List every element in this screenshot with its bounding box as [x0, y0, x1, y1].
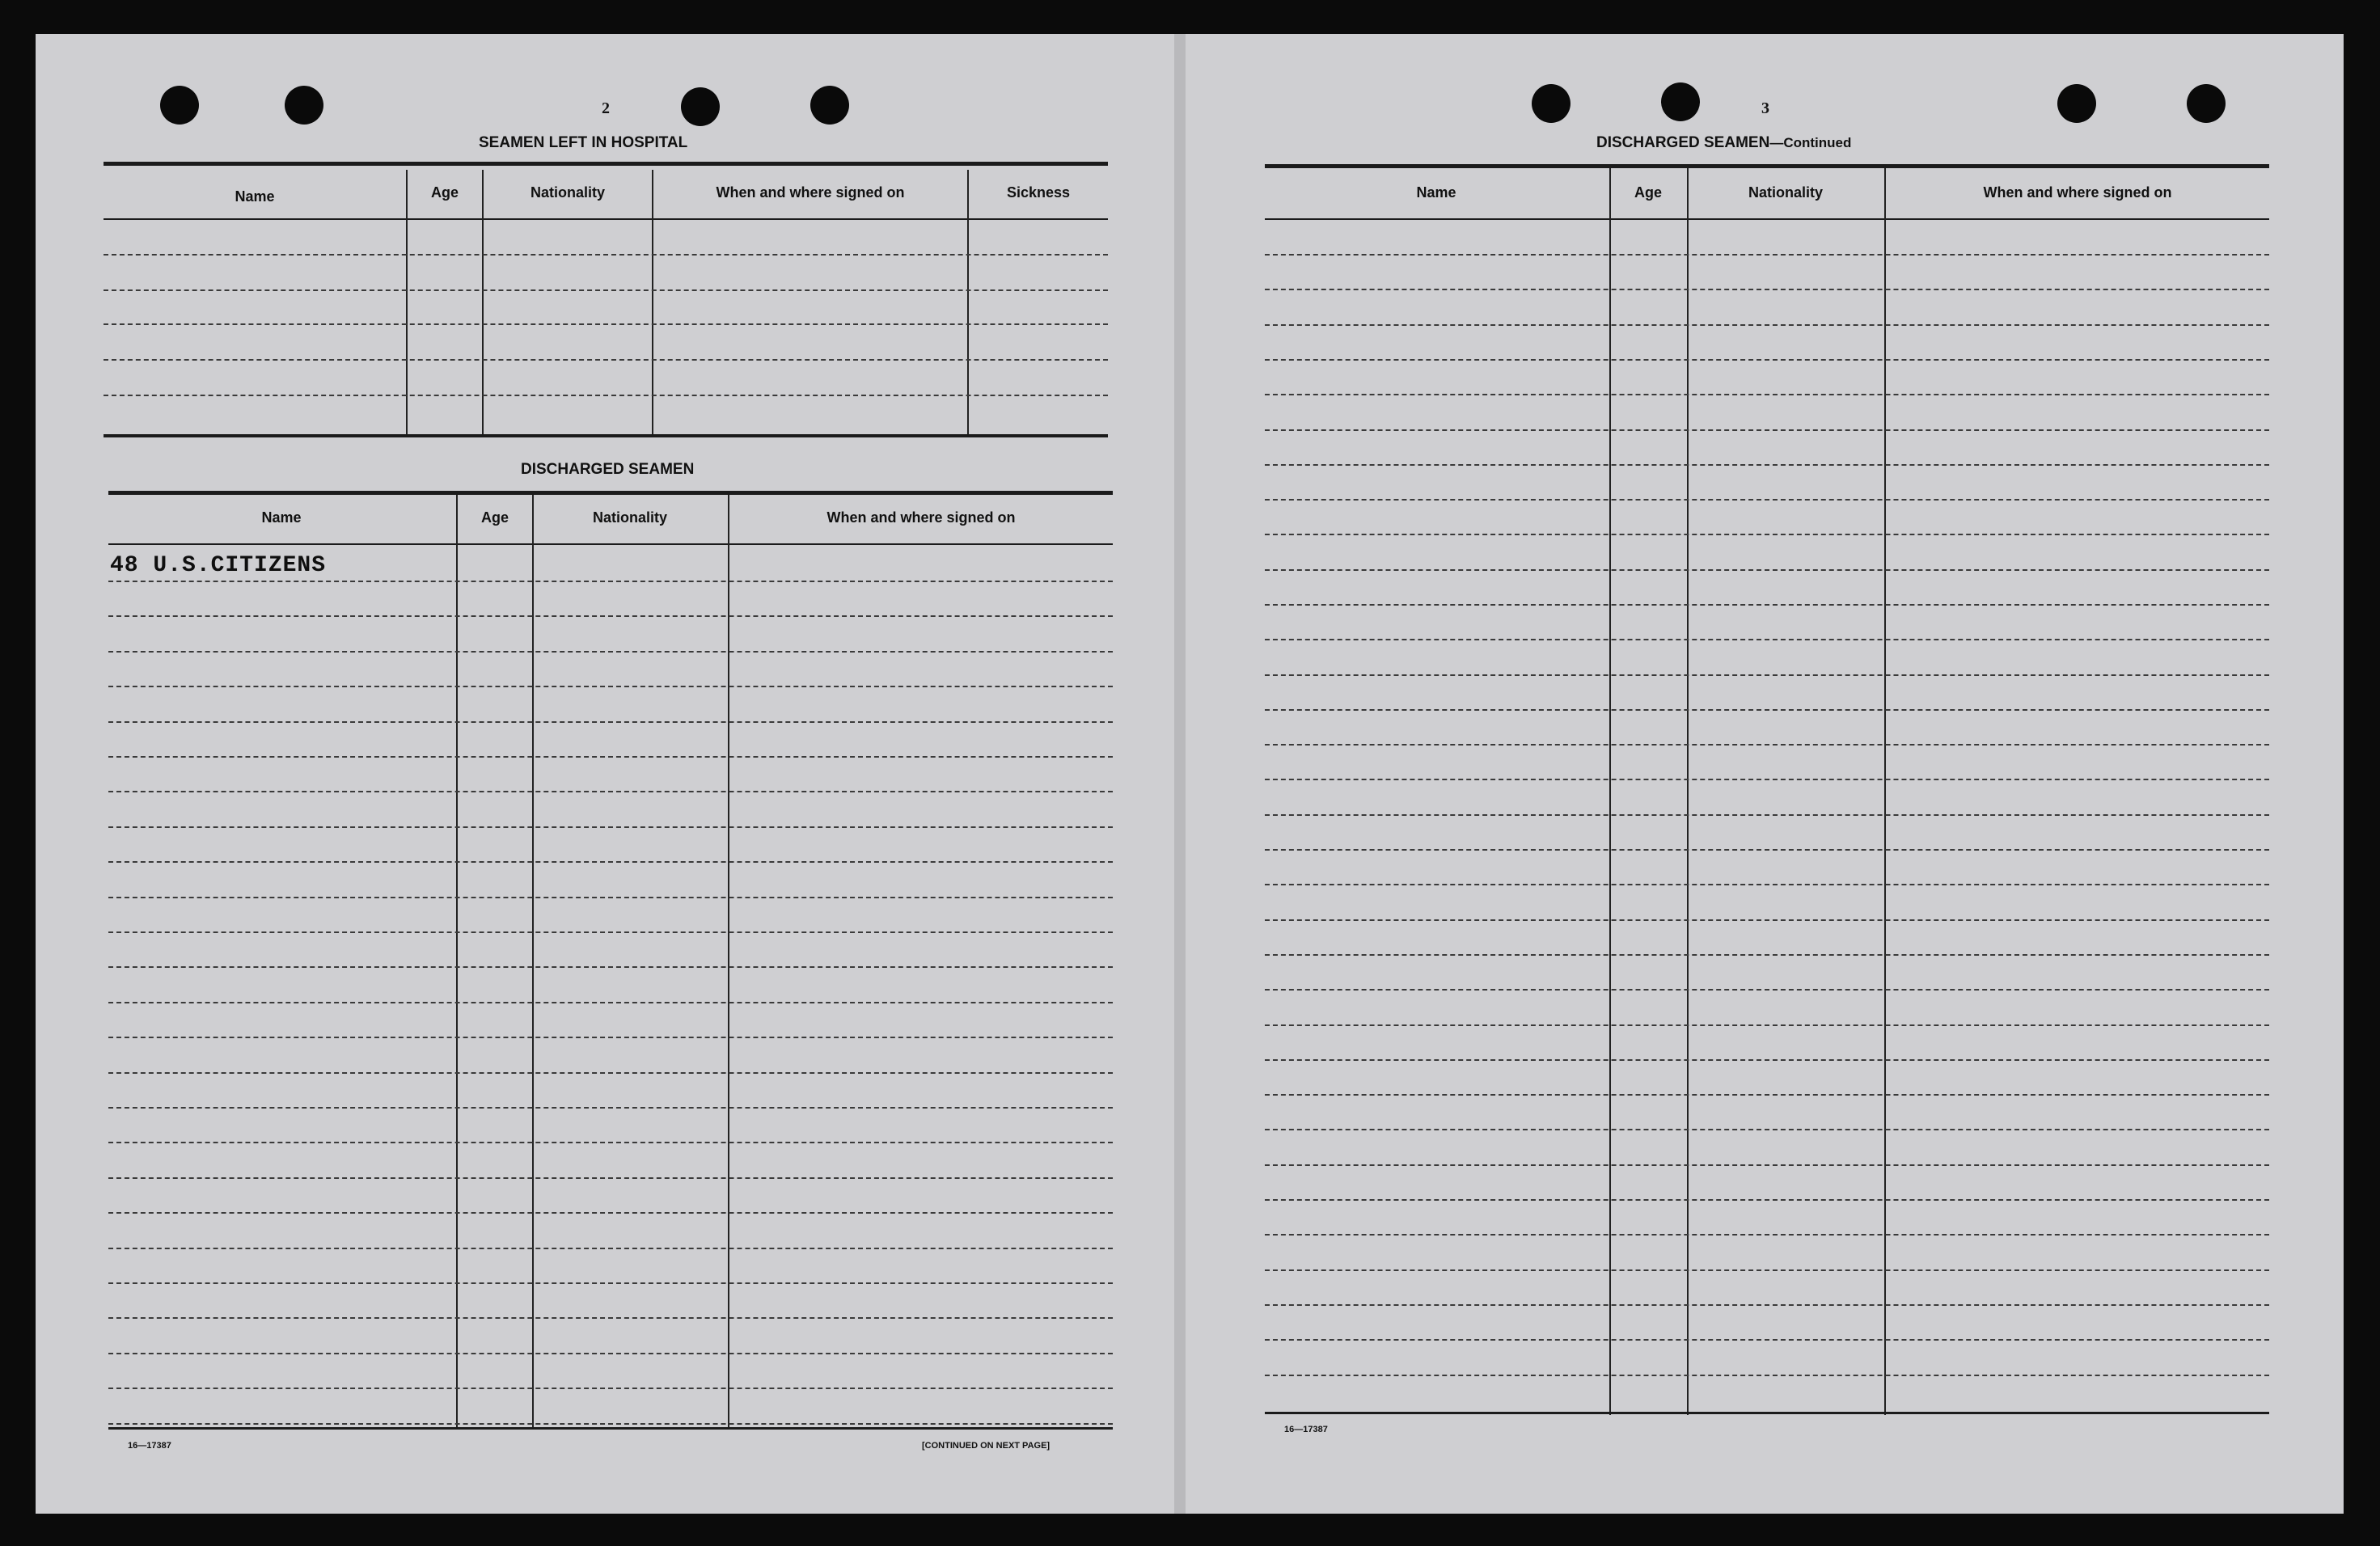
right-divider [1609, 168, 1611, 1415]
table-row-line [1265, 604, 2269, 606]
discharged-col-nationality: Nationality [592, 509, 667, 526]
table-row-line [1265, 324, 2269, 326]
hospital-row-line [104, 289, 1108, 291]
table-row-line [1265, 744, 2269, 746]
discharged-header-rule [108, 543, 1113, 545]
table-row-line [108, 1282, 1113, 1284]
punch-hole [2057, 84, 2096, 123]
table-row-line [1265, 534, 2269, 535]
form-number-left: 16—17387 [128, 1441, 171, 1451]
page-number-left: 2 [602, 99, 610, 117]
table-row-line [1265, 1024, 2269, 1026]
hospital-divider [482, 170, 484, 437]
right-bottom-rule [1265, 1412, 2269, 1414]
right-section-title-main: DISCHARGED SEAMEN [1596, 134, 1770, 151]
table-row-line [1265, 884, 2269, 885]
discharged-entry: 48 U.S.CITIZENS [110, 553, 327, 578]
table-row-line [108, 1002, 1113, 1003]
table-row-line [108, 966, 1113, 968]
hospital-top-rule [104, 162, 1108, 166]
left-page [36, 34, 1176, 1514]
table-row-line [1265, 254, 2269, 256]
table-row-line [1265, 464, 2269, 466]
hospital-col-sickness: Sickness [1006, 184, 1071, 201]
table-row-line [1265, 779, 2269, 780]
table-row-line [1265, 569, 2269, 571]
table-row-line [108, 686, 1113, 687]
table-row-line [1265, 674, 2269, 676]
table-row-line [1265, 1339, 2269, 1341]
right-col-age: Age [1634, 184, 1662, 201]
discharged-section-title: DISCHARGED SEAMEN [521, 461, 695, 478]
table-row-line [1265, 954, 2269, 956]
discharged-col-when-where: When and where signed on [826, 509, 1016, 526]
hospital-col-when-where: When and where signed on [716, 184, 905, 201]
right-col-when-where: When and where signed on [1983, 184, 2172, 201]
hospital-col-name: Name [235, 188, 275, 205]
table-row-line [1265, 1164, 2269, 1166]
right-header-rule [1265, 218, 2269, 220]
table-row-line [1265, 639, 2269, 640]
table-row-line [108, 897, 1113, 898]
table-row-line [108, 791, 1113, 792]
table-row-line [108, 826, 1113, 828]
table-row-line [108, 651, 1113, 653]
table-row-line [108, 581, 1113, 582]
table-row-line [108, 1388, 1113, 1389]
table-row-line [108, 1037, 1113, 1038]
table-row-line [108, 1423, 1113, 1425]
hospital-row-line [104, 254, 1108, 256]
right-top-rule [1265, 164, 2269, 168]
discharged-divider [728, 495, 729, 1429]
table-row-line [108, 756, 1113, 758]
page-number-right: 3 [1761, 99, 1769, 117]
right-page [1186, 34, 2344, 1514]
table-row-line [1265, 1375, 2269, 1376]
discharged-col-name: Name [261, 509, 302, 526]
punch-hole [285, 86, 323, 125]
discharged-top-rule [108, 491, 1113, 495]
hospital-row-line [104, 323, 1108, 325]
punch-hole [810, 86, 849, 125]
hospital-bottom-rule [104, 434, 1108, 437]
table-row-line [1265, 1199, 2269, 1201]
table-row-line [1265, 394, 2269, 395]
right-divider [1884, 168, 1886, 1415]
punch-hole [160, 86, 199, 125]
punch-hole [1532, 84, 1570, 123]
table-row-line [108, 1248, 1113, 1249]
continued-note: [CONTINUED ON NEXT PAGE] [922, 1441, 1050, 1451]
punch-hole [681, 87, 720, 126]
table-row-line [108, 1142, 1113, 1143]
table-row-line [108, 861, 1113, 863]
table-row-line [108, 931, 1113, 933]
table-row-line [1265, 429, 2269, 431]
table-row-line [108, 1177, 1113, 1179]
table-row-line [1265, 1234, 2269, 1236]
form-number-right: 16—17387 [1284, 1425, 1328, 1434]
table-row-line [1265, 814, 2269, 816]
table-row-line [108, 1107, 1113, 1109]
punch-hole [2187, 84, 2226, 123]
discharged-divider [532, 495, 534, 1429]
table-row-line [108, 1353, 1113, 1354]
hospital-divider [406, 170, 408, 437]
table-row-line [1265, 1129, 2269, 1130]
hospital-col-nationality: Nationality [530, 184, 605, 201]
table-row-line [1265, 1304, 2269, 1306]
discharged-bottom-rule [108, 1427, 1113, 1430]
hospital-divider [967, 170, 969, 437]
table-row-line [108, 721, 1113, 723]
hospital-row-line [104, 359, 1108, 361]
discharged-divider [456, 495, 458, 1429]
hospital-divider [652, 170, 653, 437]
hospital-section-title: SEAMEN LEFT IN HOSPITAL [479, 134, 688, 151]
table-row-line [108, 1212, 1113, 1214]
table-row-line [1265, 289, 2269, 290]
table-row-line [108, 1072, 1113, 1074]
table-row-line [1265, 989, 2269, 991]
table-row-line [108, 1317, 1113, 1319]
punch-hole [1661, 82, 1700, 121]
table-row-line [1265, 1059, 2269, 1061]
right-divider [1687, 168, 1689, 1415]
table-row-line [1265, 499, 2269, 501]
table-row-line [1265, 1269, 2269, 1271]
right-section-title [1596, 134, 1851, 152]
hospital-col-age: Age [430, 184, 459, 201]
table-row-line [1265, 1094, 2269, 1096]
table-row-line [108, 615, 1113, 617]
discharged-col-age: Age [480, 509, 509, 526]
right-col-nationality: Nationality [1748, 184, 1823, 201]
table-row-line [1265, 709, 2269, 711]
table-row-line [1265, 359, 2269, 361]
hospital-header-rule [104, 218, 1108, 220]
table-row-line [1265, 849, 2269, 851]
right-col-name: Name [1416, 184, 1456, 201]
table-row-line [1265, 919, 2269, 921]
hospital-row-line [104, 395, 1108, 396]
right-section-title-continued: —Continued [1769, 135, 1852, 150]
